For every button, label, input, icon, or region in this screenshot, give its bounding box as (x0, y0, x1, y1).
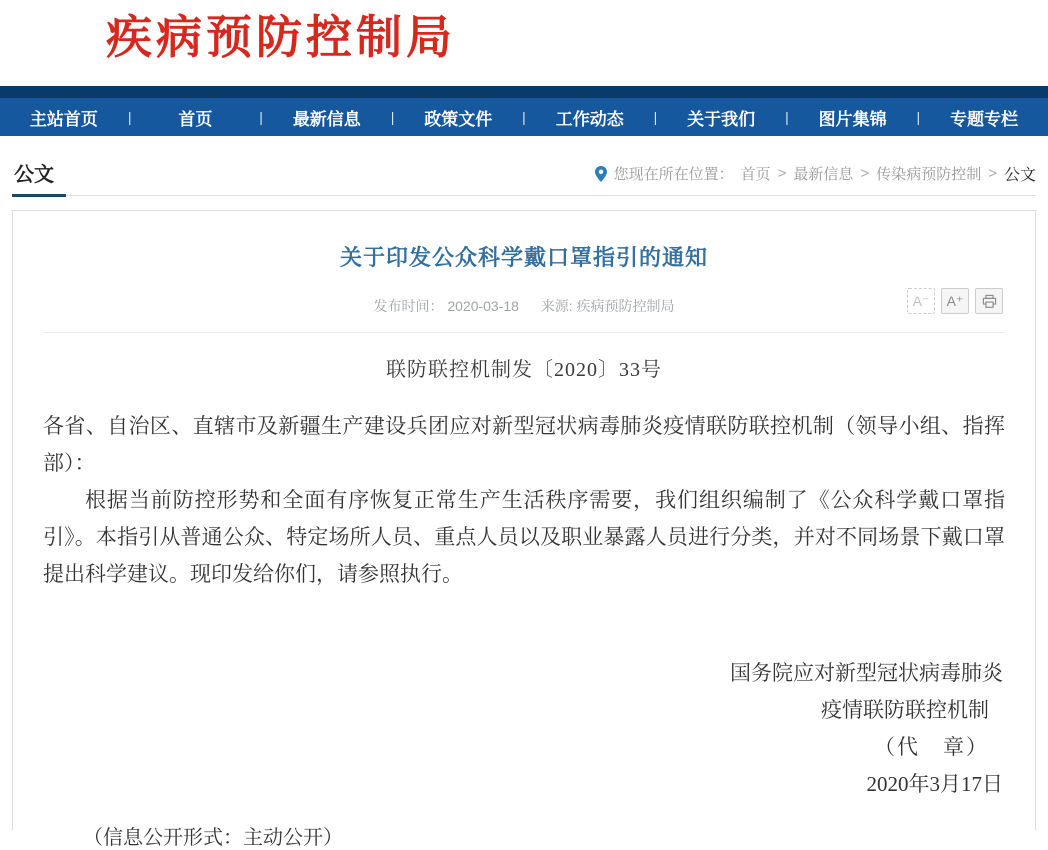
disclosure-note: （信息公开形式：主动公开） (83, 827, 343, 849)
paragraph-addressees: 各省、自治区、直辖市及新疆生产建设兵团应对新型冠状病毒肺炎疫情联防联控机制（领导小组、指挥部）： (43, 414, 1005, 475)
nav-item-latest-news[interactable]: 最新信息 (292, 109, 361, 129)
publish-time-label: 发布时间： (373, 298, 444, 314)
breadcrumb-current: 公文 (1003, 167, 1036, 184)
article-title: 关于印发公众科学戴口罩指引的通知 (339, 245, 708, 270)
breadcrumb-latest-news[interactable]: 最新信息 (793, 166, 854, 183)
document-number: 联防联控机制发〔2020〕33号 (386, 359, 662, 381)
nav-bar (0, 98, 1048, 136)
breadcrumb-separator: > (860, 165, 870, 182)
breadcrumb-label: 您现在所在位置： (613, 166, 734, 183)
document-text (43, 408, 1005, 593)
paragraph-main: 根据当前防控形势和全面有序恢复正常生产生活秩序需要，我们组织编制了《公众科学戴口罩指引》。本指引从普通公众、特定场所人员、重点人员以及职业暴露人员进行分类，并对不同场景下戴口罩提出科学建议。现印发给你们，请参照执行。 (43, 488, 1005, 586)
breadcrumb-row (12, 136, 1036, 196)
signature-block (43, 655, 1005, 803)
breadcrumb (595, 162, 1036, 195)
breadcrumb-home[interactable]: 首页 (740, 166, 771, 183)
article-toolbar (907, 288, 1003, 314)
nav-item-about-us[interactable]: 关于我们 (687, 109, 756, 129)
nav-separator: | (127, 109, 132, 125)
document-body (43, 353, 1005, 850)
print-icon (982, 294, 997, 309)
font-smaller-button[interactable]: A⁻ (907, 288, 935, 314)
article-meta-row (43, 293, 1005, 333)
nav-item-photo-gallery[interactable]: 图片集锦 (818, 109, 887, 129)
site-logo[interactable]: 疾病预防控制局 (106, 11, 456, 63)
signature-line: 疫情联防联控机制 (821, 698, 989, 722)
source-value: 疾病预防控制局 (576, 298, 675, 314)
print-button[interactable] (975, 288, 1003, 314)
nav-separator: | (916, 109, 921, 125)
signature-date: 2020年3月17日 (866, 772, 1003, 796)
signature-seal-note: （代 章） (874, 735, 989, 759)
nav-separator: | (390, 109, 395, 125)
breadcrumb-infectious-disease-control[interactable]: 传染病预防控制 (876, 166, 982, 183)
article-panel (12, 210, 1036, 849)
location-pin-icon (595, 166, 607, 182)
font-larger-button[interactable]: A⁺ (941, 288, 969, 314)
nav-item-home[interactable]: 首页 (178, 109, 213, 129)
nav-item-work-updates[interactable]: 工作动态 (555, 109, 624, 129)
signature-line: 国务院应对新型冠状病毒肺炎 (730, 661, 1003, 685)
masthead (0, 0, 1048, 86)
nav-top-strip (0, 86, 1048, 98)
section-title: 公文 (12, 158, 66, 197)
nav-separator: | (259, 109, 263, 125)
breadcrumb-separator: > (777, 165, 787, 182)
breadcrumb-separator: > (988, 165, 997, 182)
nav-item-special-topics[interactable]: 专题专栏 (950, 109, 1019, 129)
nav-separator: | (653, 109, 658, 125)
nav-item-main-home[interactable]: 主站首页 (29, 109, 98, 129)
nav-separator: | (785, 109, 789, 125)
main-nav (0, 86, 1048, 136)
nav-item-policy-documents[interactable]: 政策文件 (424, 109, 493, 129)
publish-time-value: 2020-03-18 (447, 298, 519, 314)
source-label: 来源: (540, 298, 573, 314)
nav-separator: | (522, 109, 526, 125)
